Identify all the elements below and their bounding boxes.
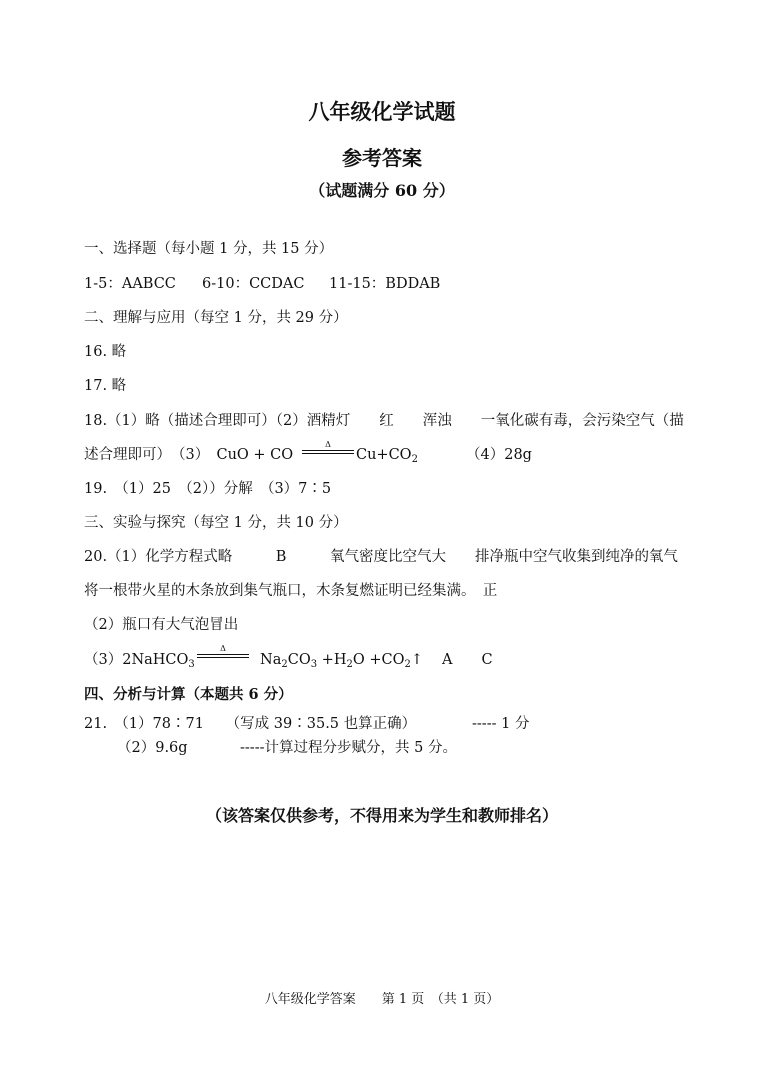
full-score: （试题满分 60 分） bbox=[309, 181, 455, 200]
delta-icon: Δ bbox=[220, 644, 226, 653]
answer-20-line4-choices: A C bbox=[442, 652, 493, 668]
answer-21-line1-score: ----- 1 分 bbox=[472, 716, 530, 732]
up-arrow-icon: ↑ bbox=[410, 652, 424, 668]
document-subtitle: 参考答案 bbox=[342, 146, 422, 170]
reaction-heat-arrow bbox=[302, 441, 354, 455]
reaction-heat-arrow-2 bbox=[197, 645, 249, 659]
answer-20-line1: 20.（1）化学方程式略 B 氧气密度比空气大 排净瓶中空气收集到纯净的氧气 bbox=[84, 549, 678, 565]
answer-21-line2-note: -----计算过程分步赋分，共 5 分。 bbox=[240, 740, 457, 756]
section4-heading: 四、分析与计算（本题共 6 分） bbox=[84, 686, 293, 703]
answer-18-product: $Cu+CO_2$ bbox=[356, 447, 418, 465]
page-footer: 八年级化学答案 第 1 页 （共 1 页） bbox=[264, 992, 500, 1007]
answer-18-line1: 18.（1）略（描述合理即可）（2）酒精灯 红 浑浊 一氧化碳有毒，会污染空气（描 bbox=[84, 413, 684, 429]
answer-21-line1: 21. （1）78∶71 （写成 39∶35.5 也算正确） bbox=[84, 716, 417, 732]
answer-16: 16. 略 bbox=[84, 344, 127, 360]
answer-18-part4: （4）28g bbox=[466, 447, 532, 463]
section1-heading: 一、选择题（每小题 1 分，共 15 分） bbox=[84, 241, 334, 257]
delta-icon: Δ bbox=[325, 440, 331, 449]
section2-heading: 二、理解与应用（每空 1 分，共 29 分） bbox=[84, 310, 348, 326]
document-title: 八年级化学试题 bbox=[308, 99, 456, 124]
answer-20-line4-reactant: （3）2NaHCO$_3$ bbox=[84, 652, 195, 670]
answer-20-line3: （2）瓶口有大气泡冒出 bbox=[84, 617, 239, 633]
answers-6-10: 6-10：CCDAC bbox=[202, 276, 305, 292]
answer-18-line2-prefix: 述合理即可） （3） CuO + CO bbox=[84, 447, 294, 463]
answers-11-15: 11-15：BDDAB bbox=[329, 276, 441, 292]
answer-20-line4-products: $Na_2CO_3 +H_2O$ $+CO_2↑$ bbox=[260, 652, 424, 670]
answers-1-5: 1-5：AABCC bbox=[84, 276, 176, 292]
answer-19: 19. （1）25 （2））分解 （3）7∶5 bbox=[84, 481, 332, 497]
answer-20-line2: 将一根带火星的木条放到集气瓶口，木条复燃证明已经集满。 正 bbox=[84, 583, 498, 599]
section3-heading: 三、实验与探究（每空 1 分，共 10 分） bbox=[84, 515, 348, 531]
answer-21-line2: （2）9.6g bbox=[117, 740, 188, 756]
disclaimer-note: （该答案仅供参考，不得用来为学生和教师排名） bbox=[205, 806, 558, 825]
answer-17: 17. 略 bbox=[84, 378, 127, 394]
